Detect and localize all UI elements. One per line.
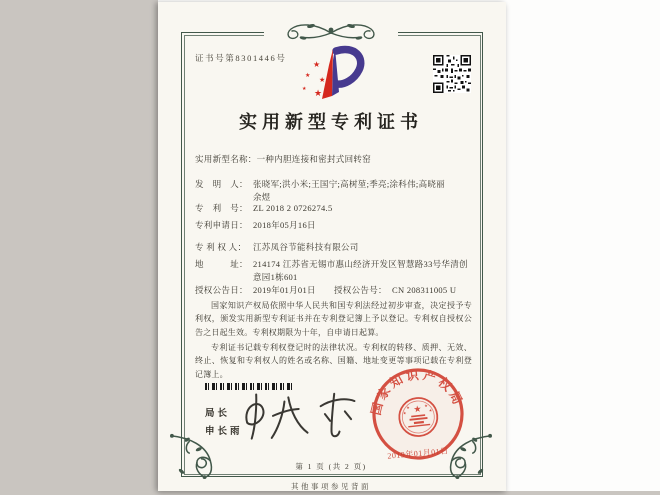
legal-paragraph-2: 专利证书记载专利权登记时的法律状况。专利权的转移、质押、无效、终止、恢复和专利权人的姓名或名称、国籍、地址变更等事项记载在专利登记簿上。 (195, 342, 472, 379)
director-title-label: 局长 (205, 409, 231, 419)
svg-text:★: ★ (305, 72, 311, 79)
field-value: 2018年05月16日 (253, 220, 316, 230)
field-row-patent-number (195, 202, 473, 215)
field-value: CN 208311005 U (392, 285, 457, 295)
field-value (253, 178, 473, 203)
svg-text:★: ★ (423, 402, 429, 409)
page-number: 第 1 页 (共 2 页) (295, 462, 367, 471)
svg-text:★: ★ (302, 86, 307, 92)
field-label: 授权公告号： (334, 285, 387, 295)
inventors-line1: 张晓军;洪小米;王国宁;高树堃;季亮;涂科伟;高晓丽 (253, 179, 445, 189)
legal-paragraph-1: 国家知识产权局依照中华人民共和国专利法经过初步审查，决定授予专利权，颁发实用新型专利证书并在专利登记簿上予以登记。专利权自授权公告之日起生效。专利权期限为十年，自申请日起算。 (195, 301, 472, 337)
svg-text:★: ★ (314, 89, 323, 99)
field-value: ZL 2018 2 0726274.5 (253, 203, 333, 213)
svg-text:★: ★ (428, 407, 433, 413)
director-signature (233, 387, 363, 447)
field-row-inventors (195, 178, 473, 203)
field-label: 发 明 人： (195, 179, 248, 189)
svg-text:★: ★ (413, 404, 423, 416)
field-row-grant (195, 284, 473, 297)
svg-text:★: ★ (406, 404, 411, 411)
seal-date: 2019年01月01日 (386, 446, 450, 461)
svg-text:★: ★ (402, 410, 407, 416)
field-label: 实用新型名称： (195, 154, 257, 164)
certificate-number: 证书号第8301446号 (195, 53, 287, 63)
back-side-note: 其他事项参见背面 (291, 482, 371, 491)
director-name-label: 申长雨 (205, 427, 243, 437)
field-label: 专 利 号： (195, 203, 248, 213)
field-row-patentee (195, 241, 473, 254)
field-label: 专 利 权 人： (195, 242, 247, 252)
photo-gray-backdrop-left (0, 0, 158, 495)
field-label: 授权公告日： (195, 285, 248, 295)
field-value: 江苏凤谷节能科技有限公司 (253, 242, 359, 252)
seal-text: 国家知识产权局 (368, 367, 466, 417)
cnipa-logo-icon (299, 44, 369, 104)
field-row-address (195, 258, 473, 283)
field-label: 专利申请日： (195, 220, 248, 230)
floral-spray-ornament-icon (246, 19, 416, 45)
field-row-filing-date (195, 219, 473, 232)
certificate-title: 实用新型专利证书 (239, 112, 423, 132)
field-value (253, 258, 473, 283)
inventors-line2: 余煜 (253, 191, 271, 202)
address-line1: 214174 江苏省无锡市惠山经济开发区智慧路33号华清创 (253, 259, 468, 269)
qr-code (433, 55, 471, 93)
certificate-paper (158, 2, 506, 491)
field-label: 地 址： (195, 259, 248, 269)
address-line2: 意园1栋601 (253, 271, 298, 282)
field-row-utility-model-name (195, 153, 473, 166)
field-value: 一种内胆连接和密封式回转窑 (256, 154, 372, 164)
svg-text:★: ★ (319, 76, 326, 84)
svg-text:★: ★ (313, 60, 321, 69)
corner-flourish-icon (170, 432, 218, 480)
field-value: 2019年01月01日 (253, 285, 316, 295)
